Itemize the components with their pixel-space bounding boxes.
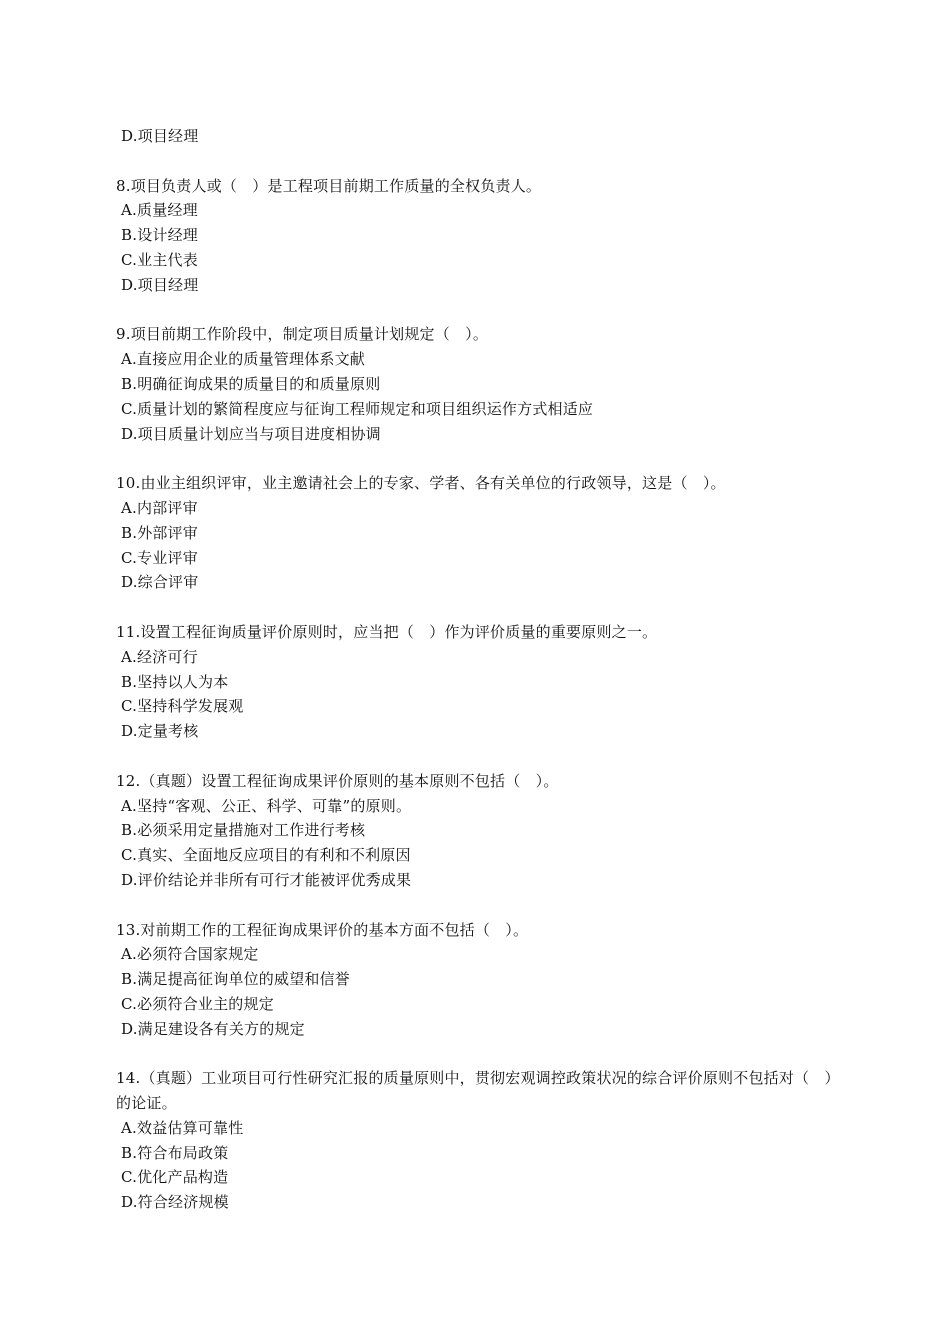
option-b: B.坚持以人为本 — [121, 672, 229, 691]
option-b: B.明确征询成果的质量目的和质量原则 — [121, 374, 381, 393]
option-d: D.项目质量计划应当与项目进度相协调 — [121, 424, 381, 443]
spacer — [114, 893, 844, 918]
question-14 — [114, 1066, 844, 1215]
option-d: D.定量考核 — [121, 722, 199, 741]
option-a: A.直接应用企业的质量管理体系文献 — [121, 350, 366, 369]
option-c: C.专业评审 — [121, 548, 198, 567]
question-stem: 12.（真题）设置工程征询成果评价原则的基本原则不包括（ ）。 — [116, 771, 559, 790]
option-c: C.真实、全面地反应项目的有利和不利原因 — [121, 846, 411, 865]
option-b: B.符合布局政策 — [121, 1143, 229, 1162]
option-b: B.外部评审 — [121, 523, 198, 542]
option-b: B.必须采用定量措施对工作进行考核 — [121, 821, 366, 840]
question-13 — [114, 918, 844, 1042]
spacer — [114, 446, 844, 471]
option-c: C.优化产品构造 — [121, 1168, 229, 1187]
spacer — [114, 744, 844, 769]
spacer — [114, 595, 844, 620]
option-c: C.必须符合业主的规定 — [121, 994, 274, 1013]
option-d: D.项目经理 — [121, 275, 199, 294]
option-a: A.必须符合国家规定 — [121, 945, 259, 964]
option-d: D.评价结论并非所有可行才能被评优秀成果 — [121, 870, 412, 889]
option-a: A.效益估算可靠性 — [121, 1118, 244, 1137]
option-d: D.满足建设各有关方的规定 — [121, 1019, 305, 1038]
option-a: A.内部评审 — [121, 498, 198, 517]
question-stem: 11.设置工程征询质量评价原则时，应当把（ ）作为评价质量的重要原则之一。 — [116, 622, 658, 641]
option-a: A.质量经理 — [121, 201, 198, 220]
option-b: B.设计经理 — [121, 226, 198, 245]
question-stem: 10.由业主组织评审，业主邀请社会上的专家、学者、各有关单位的行政领导，这是（ ）。 — [116, 474, 726, 493]
spacer — [114, 298, 844, 323]
option-c: C.业主代表 — [121, 250, 198, 269]
previous-question-option-d: D.项目经理 — [121, 127, 199, 145]
question-9 — [114, 322, 844, 446]
question-stem: 8.项目负责人或（ ）是工程项目前期工作质量的全权负责人。 — [116, 176, 542, 195]
question-stem: 13.对前期工作的工程征询成果评价的基本方面不包括（ ）。 — [116, 920, 529, 939]
option-d: D.符合经济规模 — [121, 1193, 229, 1212]
option-d: D.综合评审 — [121, 573, 199, 592]
question-list — [114, 124, 844, 1215]
spacer — [114, 149, 844, 174]
option-c: C.坚持科学发展观 — [121, 697, 244, 716]
question-stem: 9.项目前期工作阶段中，制定项目质量计划规定（ ）。 — [116, 325, 489, 344]
option-a: A.经济可行 — [121, 647, 198, 666]
option-c: C.质量计划的繁简程度应与征询工程师规定和项目组织运作方式相适应 — [121, 399, 594, 418]
option-a: A.坚持“客观、公正、科学、可靠”的原则。 — [121, 796, 412, 815]
question-8 — [114, 174, 844, 298]
question-stem: 14.（真题）工业项目可行性研究汇报的质量原则中，贯彻宏观调控政策状况的综合评价原则不包括对（ ）的论证。 — [116, 1069, 840, 1113]
option-b: B.满足提高征询单位的威望和信誉 — [121, 970, 350, 989]
question-10 — [114, 471, 844, 595]
spacer — [114, 1041, 844, 1066]
question-12 — [114, 769, 844, 893]
question-11 — [114, 620, 844, 744]
